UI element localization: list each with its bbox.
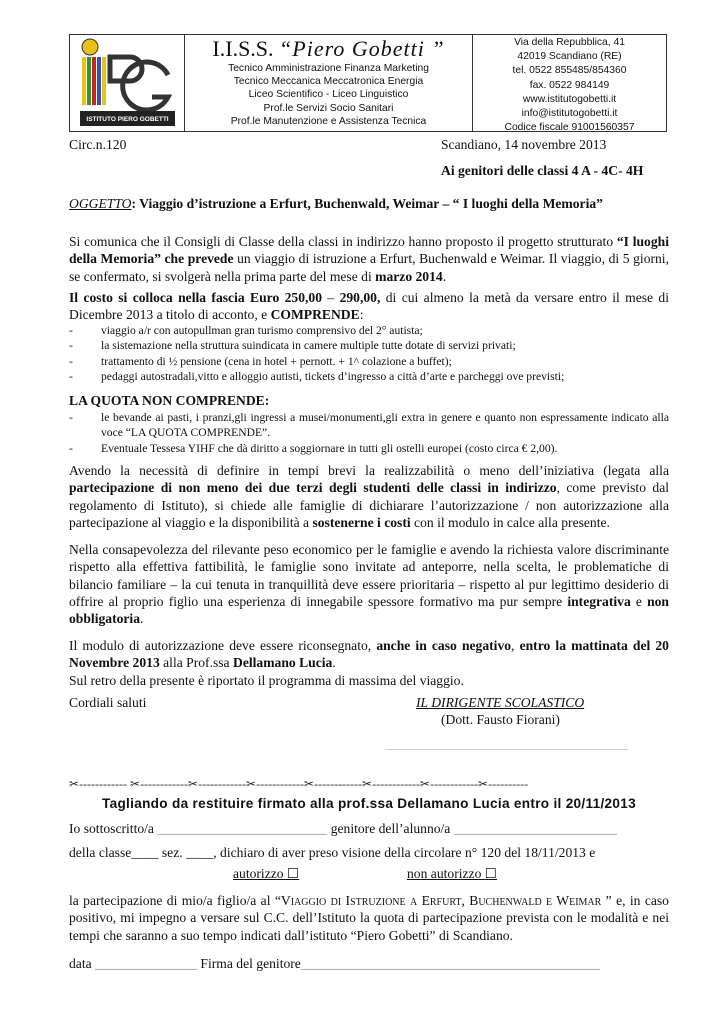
parent-name-field[interactable]: _________________________ — [157, 821, 328, 836]
form-label: della classe — [69, 845, 132, 860]
contact-line: 42019 Scandiano (RE) — [517, 51, 622, 63]
not-authorize-option[interactable] — [407, 866, 497, 882]
paragraph-economics — [69, 541, 669, 627]
school-title-name: “Piero Gobetti ” — [279, 36, 445, 61]
contact-info — [473, 35, 666, 134]
text-run: . — [442, 268, 447, 284]
course-line: Prof.le Servizi Socio Sanitari — [263, 102, 394, 114]
contact-line: Via della Repubblica, 41 — [514, 37, 625, 48]
contact-line: info@istitutogobetti.it — [521, 108, 618, 120]
signature-label: Firma del genitore — [200, 956, 301, 971]
form-label: , dichiaro di aver preso visione della circolare n° 120 del 18/11/2013 e — [213, 845, 596, 860]
list-item-text: le bevande ai pasti, i pranzi,gli ingressi a musei/monumenti,gli extra in genere e quanto non espressamente indicato alla voce “LA QUOTA COMPRENDE”. — [101, 411, 669, 440]
list-item: - la sistemazione nella struttura suindicata in camere multiple tutte dotate di servizi privati; — [69, 339, 516, 353]
text-run: , come previsto dal regolamento di Istituto), si chiede alle famiglie di dichiarare l’autorizzazione / non autorizzazione alla partecipazione al viaggio e la disponibilità a — [69, 480, 670, 530]
form-line-2 — [69, 845, 595, 861]
tagliando-title: Tagliando da restituire firmato alla prof.ssa Dellamano Lucia entro il 20/11/2013 — [102, 796, 636, 811]
text-run: Il modulo di autorizzazione deve essere riconsegnato, — [69, 638, 377, 653]
letterhead — [69, 34, 667, 132]
text-run: Dellamano Lucia — [233, 655, 333, 671]
text-run: partecipazione di non meno dei due terzi degli studenti delle classi in indirizzo — [69, 480, 557, 496]
signer-name: (Dott. Fausto Fiorani) — [441, 712, 560, 727]
paragraph-cost — [69, 289, 669, 324]
text-run: Nella consapevolezza del rilevante peso economico per le famiglie e avendo la richiesta valore discriminante rispetto alla effettiva fattibilità, le famiglie sono invitate ad anteporre, nella scelta, le problematiche di bilancio familiare – la cui tenuta in tranquillità deve essere prioritaria – rispetto al pur legittimo desiderio di offrire al proprio figlio una esperienza di innegabile spessore formativo ma pur sempre — [69, 542, 669, 609]
list-item: - pedaggi autostradali,vitto e alloggio autisti, tickets d’ingresso a città d’arte e parcheggi ove previsti; — [69, 370, 565, 384]
text-run: Il costo si colloca nella fascia Euro 250,00 — [69, 290, 323, 305]
paragraph-program-note: Sul retro della presente è riportato il programma di massima del viaggio. — [69, 673, 464, 688]
contact-line: tel. 0522 855485/854360 — [512, 65, 627, 77]
contact-line: fax. 0522 984149 — [529, 79, 610, 91]
text-run: marzo 2014 — [375, 268, 443, 284]
checkbox-icon[interactable]: ☐ — [286, 866, 300, 881]
text-run: alla Prof.ssa — [159, 655, 233, 671]
excludes-title: LA QUOTA NON COMPRENDE: — [69, 393, 270, 408]
course-line: Tecnico Amministrazione Finanza Marketing — [228, 63, 429, 74]
text-run: un viaggio di istruzione a Erfurt, Buchenwald e Weimar. Il viaggio, di 5 giorni, se confermato, si svolgerà nella prima parte del mese di — [69, 251, 669, 284]
form-line-1 — [69, 821, 617, 837]
excludes-list — [69, 410, 669, 456]
form-label: genitore dell’alunno/a — [330, 821, 451, 836]
text-run: . — [140, 611, 144, 627]
text-run: sostenerne i costi — [312, 514, 411, 530]
text-run: : — [359, 307, 364, 323]
contact-line: www.istitutogobetti.it — [522, 93, 617, 105]
text-run: di cui almeno la metà da versare entro il mese di Dicembre 2013 a titolo di acconto, e — [69, 290, 670, 323]
list-item-text: la sistemazione nella struttura suindicata in camere multiple tutte dotate di servizi privati; — [101, 339, 516, 353]
text-run: Viaggio di Istruzione a Erfurt, Buchenwald e Weimar — [280, 893, 602, 908]
course-line: Prof.le Manutenzione e Assistenza Tecnica — [230, 115, 427, 127]
course-line: Tecnico Meccanica Meccatronica Energia — [233, 76, 424, 88]
school-logo — [70, 35, 185, 131]
text-run: con il modulo in calce alla presente. — [410, 514, 610, 530]
signer-title: IL DIRIGENTE SCOLASTICO — [416, 695, 585, 710]
text-run: “I luoghi della Memoria” che prevede — [69, 234, 669, 267]
text-run: anche in caso negativo — [376, 638, 512, 653]
subject-label: OGGETTO — [69, 196, 132, 211]
form-declaration — [69, 892, 669, 944]
text-run: integrativa — [567, 593, 631, 609]
authorize-option[interactable] — [233, 866, 299, 882]
subject-text: : Viaggio d’istruzione a Erfurt, Buchenwald, Weimar – “ I luoghi della Memoria” — [131, 196, 603, 211]
includes-list — [69, 323, 669, 385]
text-run: ” e, in caso positivo, mi impegno a versare sul C.C. dell’Istituto la quota di partecipazione prevista con le modalità e nei tempi che saranno a suo tempo indicati dall’istituto “Piero Gobetti” di Scandiano. — [69, 893, 669, 943]
list-item-text: trattamento di ½ pensione (cena in hotel + pernott. + 1^ colazione a buffet); — [101, 354, 452, 368]
course-line: Liceo Scientifico - Liceo Linguistico — [248, 89, 409, 101]
text-run: 290,00, — [339, 290, 381, 305]
form-label: Io sottoscritto/a — [69, 821, 154, 836]
list-item-text: viaggio a/r con autopullman gran turismo comprensivo del 2° autista; — [101, 324, 423, 337]
paragraph-participation — [69, 462, 669, 531]
text-run: la partecipazione di mio/a figlio/a al “ — [69, 893, 281, 908]
list-item: - trattamento di ½ pensione (cena in hotel + pernott. + 1^ colazione a buffet); — [69, 354, 452, 368]
text-run: e — [630, 593, 648, 609]
checkbox-icon[interactable]: ☐ — [484, 866, 497, 881]
list-item-text: Eventuale Tessesa YIHF che dà diritto a soggiornare in tutti gli ostelli europei (costo circa € 2,00). — [101, 441, 558, 455]
list-item: - Eventuale Tessesa YIHF che dà diritto a soggiornare in tutti gli ostelli europei (costo circa € 2,00). — [69, 441, 558, 455]
signature-line — [386, 749, 628, 750]
text-run: Avendo la necessità di definire in tempi brevi la realizzabilità o meno dell’iniziativa (legata alla — [69, 463, 669, 478]
circular-number: Circ.n.120 — [69, 137, 127, 152]
text-run: – — [322, 290, 340, 305]
date-field[interactable]: _______________ — [95, 956, 198, 971]
text-run: COMPRENDE — [270, 307, 360, 323]
student-name-field[interactable]: ________________________ — [453, 821, 617, 836]
class-field[interactable]: ____ — [131, 845, 159, 860]
cut-line: ✂------------ ✂------------✂------------✂------------✂------------✂------------✂------------✂---------- — [69, 777, 529, 791]
signature-field[interactable]: ____________________________________________ — [300, 956, 600, 971]
recipients: Ai genitori delle classi 4 A - 4C- 4H — [441, 163, 644, 178]
form-label: sez. — [161, 845, 183, 860]
list-item: - viaggio a/r con autopullman gran turismo comprensivo del 2° autista; — [69, 324, 423, 337]
date-label: data — [69, 956, 92, 971]
text-run: , — [511, 638, 520, 653]
section-field[interactable]: ____ — [186, 845, 214, 860]
greeting: Cordiali saluti — [69, 695, 147, 710]
text-run: Si comunica che il Consigli di Classe della classi in indirizzo hanno proposto il progetto strutturato — [69, 234, 617, 249]
text-run: . — [332, 655, 336, 671]
paragraph-proposal — [69, 233, 669, 285]
contact-line: Codice fiscale 91001560357 — [504, 122, 635, 134]
list-item: - le bevande ai pasti, i pranzi,gli ingressi a musei/monumenti,gli extra in genere e quanto non espressamente indicato alla voce “LA QUOTA COMPRENDE”. — [69, 411, 669, 440]
school-title — [185, 36, 472, 62]
authorize-label: autorizzo — [233, 866, 284, 881]
school-title-prefix: I.I.S.S. — [212, 36, 274, 61]
school-info — [185, 35, 473, 131]
not-authorize-label: non autorizzo — [407, 866, 482, 881]
text-run: non obbligatoria — [69, 593, 669, 627]
paragraph-deadline — [69, 637, 669, 672]
text-run: entro la mattinata del 20 Novembre 2013 — [69, 638, 669, 671]
place-date: Scandiano, 14 novembre 2013 — [441, 137, 607, 152]
subject — [69, 196, 603, 212]
list-item-text: pedaggi autostradali,vitto e alloggio autisti, tickets d’ingresso a città d’arte e parcheggi ove previsti; — [101, 370, 565, 384]
logo-caption: ISTITUTO PIERO GOBETTI — [80, 114, 175, 126]
form-line-signature — [69, 956, 600, 972]
